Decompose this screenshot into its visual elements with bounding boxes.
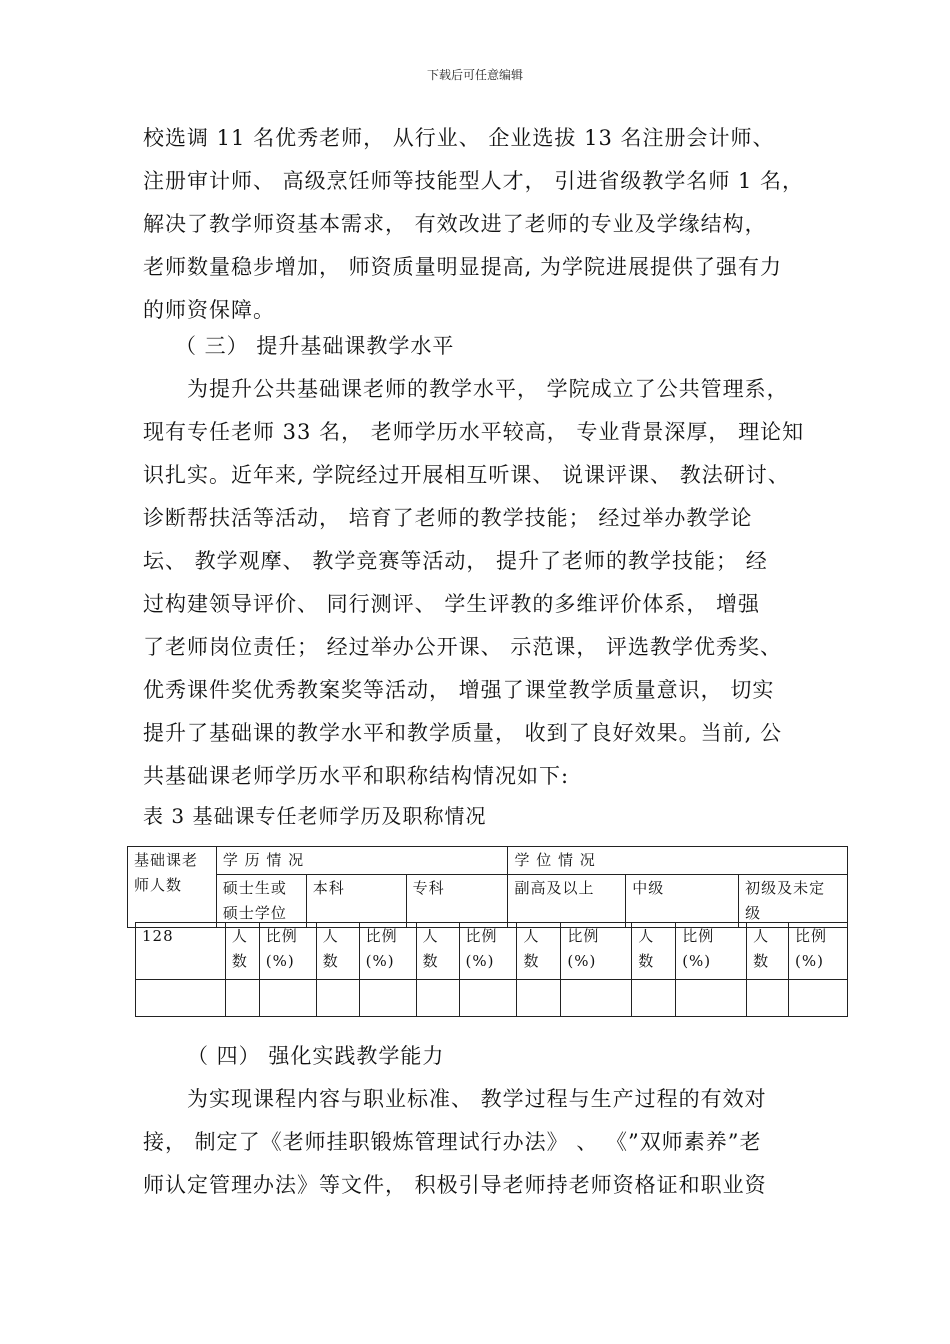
header-degree: 学 位 情 况 [508, 847, 848, 875]
text-line: 提升了基础课的教学水平和教学质量， 收到了良好效果。当前, 公 [143, 721, 783, 745]
subheader-masters: 硕士生或硕士学位 [216, 875, 306, 928]
empty-cell [676, 980, 747, 1017]
text-line: 共基础课老师学历水平和职称结构情况如下: [143, 764, 570, 788]
unit-count-label: 人数 [517, 923, 561, 980]
text-line: 过构建领导评价、 同行测评、 学生评教的多维评价体系， 增强 [143, 592, 761, 616]
unit-ratio-label: 比例(%) [459, 923, 517, 980]
section-basic-courses [143, 325, 823, 798]
teacher-count-value: 128 [136, 923, 226, 980]
text-line: 解决了教学师资基本需求， 有效改进了老师的专业及学缘结构， [143, 212, 767, 236]
empty-cell [561, 980, 632, 1017]
unit-ratio-label: 比例(%) [259, 923, 316, 980]
unit-count-label: 人数 [225, 923, 259, 980]
unit-ratio-label: 比例(%) [359, 923, 416, 980]
table-data-block [135, 922, 848, 1017]
subheader-senior-title: 副高及以上 [508, 875, 626, 928]
subheader-junior-college: 专科 [406, 875, 508, 928]
empty-cell [459, 980, 517, 1017]
text-line: 识扎实。近年来, 学院经过开展相互听课、 说课评课、 教法研讨、 [143, 463, 790, 487]
header-education: 学 历 情 况 [216, 847, 508, 875]
empty-cell [517, 980, 561, 1017]
empty-cell [747, 980, 789, 1017]
table-caption: 表 3 基础课专任老师学历及职称情况 [143, 804, 487, 828]
text-line: 的师资保障。 [143, 298, 275, 322]
text-line: 优秀课件奖优秀教案奖等活动， 增强了课堂教学质量意识， 切实 [143, 678, 775, 702]
empty-cell [789, 980, 848, 1017]
text-line: 校选调 11 名优秀老师， 从行业、 企业选拔 13 名注册会计师、 [143, 126, 775, 150]
text-line: 师认定管理办法》等文件， 积极引导老师持老师资格证和职业资 [143, 1173, 767, 1197]
unit-count-label: 人数 [416, 923, 459, 980]
text-line: 了老师岗位责任； 经过举办公开课、 示范课， 评选教学优秀奖、 [143, 635, 783, 659]
unit-ratio-label: 比例(%) [789, 923, 848, 980]
table-header-block [127, 846, 848, 928]
paragraph-teacher-recruitment [143, 117, 823, 332]
subheader-bachelor: 本科 [306, 875, 406, 928]
subheader-middle-title: 中级 [626, 875, 739, 928]
unit-count-label: 人数 [747, 923, 789, 980]
empty-cell [136, 980, 226, 1017]
empty-cell [632, 980, 676, 1017]
page-header-note: 下载后可任意编辑 [426, 68, 523, 82]
unit-count-label: 人数 [632, 923, 676, 980]
text-line: 老师数量稳步增加， 师资质量明显提高, 为学院进展提供了强有力 [143, 255, 783, 279]
section-practice-teaching [143, 1035, 823, 1207]
unit-ratio-label: 比例(%) [561, 923, 632, 980]
unit-count-label: 人数 [316, 923, 359, 980]
text-line: 坛、 教学观摩、 教学竞赛等活动， 提升了老师的教学技能； 经 [143, 549, 768, 573]
text-line: 注册审计师、 高级烹饪师等技能型人才， 引进省级教学名师 1 名， [143, 169, 805, 193]
header-teacher-count: 基础课老师人数 [128, 847, 217, 928]
text-line: 接， 制定了《老师挂职锻炼管理试行办法》 、 《”双师素养”老 [143, 1130, 762, 1154]
empty-cell [359, 980, 416, 1017]
text-line: 为提升公共基础课老师的教学水平， 学院成立了公共管理系， [187, 377, 789, 401]
empty-cell [416, 980, 459, 1017]
text-line: 为实现课程内容与职业标准、 教学过程与生产过程的有效对 [187, 1087, 767, 1111]
empty-cell [259, 980, 316, 1017]
section-heading: （ 四） 强化实践教学能力 [187, 1044, 445, 1068]
empty-cell [225, 980, 259, 1017]
text-line: 诊断帮扶活等活动， 培育了老师的教学技能； 经过举办教学论 [143, 506, 753, 530]
text-line: 现有专任老师 33 名， 老师学历水平较高， 专业背景深厚， 理论知 [143, 420, 805, 444]
subheader-junior-title: 初级及未定级 [739, 875, 848, 928]
unit-ratio-label: 比例(%) [676, 923, 747, 980]
section-heading: （ 三） 提升基础课教学水平 [175, 334, 455, 358]
empty-cell [316, 980, 359, 1017]
